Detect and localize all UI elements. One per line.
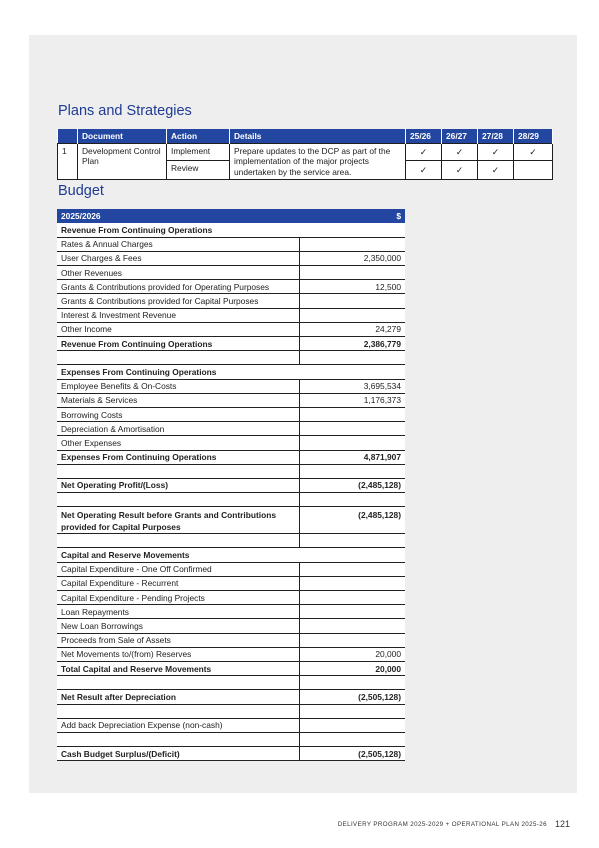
check-icon (514, 161, 553, 180)
budget-row (57, 676, 405, 690)
budget-row-value (299, 237, 405, 251)
budget-row-label: Grants & Contributions provided for Capital Purposes (57, 294, 299, 308)
budget-row-value (299, 591, 405, 605)
budget-row-label: Revenue From Continuing Operations (57, 337, 299, 351)
budget-row-value (299, 351, 405, 365)
budget-row-value (299, 732, 405, 746)
plans-header-year: 28/29 (514, 129, 553, 143)
budget-row-label: Net Operating Result before Grants and Contributions provided for Capital Purposes (57, 507, 299, 534)
check-icon: ✓ (406, 143, 442, 161)
budget-row (57, 308, 405, 322)
budget-row (57, 718, 405, 732)
plans-row-action: Review (167, 161, 230, 180)
budget-row (57, 294, 405, 308)
budget-row (57, 661, 405, 675)
budget-row-value: 12,500 (299, 280, 405, 294)
budget-row (57, 647, 405, 661)
budget-row-label: Capital Expenditure - Pending Projects (57, 591, 299, 605)
budget-row-label: Cash Budget Surplus/(Deficit) (57, 747, 299, 761)
budget-row (57, 534, 405, 548)
budget-row-value (299, 576, 405, 590)
plans-header-year: 25/26 (406, 129, 442, 143)
budget-row (57, 562, 405, 576)
budget-row-value (299, 676, 405, 690)
budget-row-value: 3,695,534 (299, 379, 405, 393)
budget-row-value (299, 266, 405, 280)
budget-row-value (299, 605, 405, 619)
budget-row-label (57, 464, 299, 478)
check-icon: ✓ (442, 161, 478, 180)
plans-header-action: Action (167, 129, 230, 143)
budget-row (57, 351, 405, 365)
budget-row-label (57, 351, 299, 365)
budget-row (57, 379, 405, 393)
budget-row-value: 1,176,373 (299, 393, 405, 407)
budget-row (57, 436, 405, 450)
budget-row-label: Depreciation & Amortisation (57, 422, 299, 436)
plans-title: Plans and Strategies (58, 103, 192, 119)
budget-row (57, 591, 405, 605)
budget-row-label (57, 732, 299, 746)
budget-row-label (57, 534, 299, 548)
budget-row-value: 2,350,000 (299, 251, 405, 265)
footer-text: DELIVERY PROGRAM 2025-2029 + OPERATIONAL PLAN 2025-26 (337, 820, 547, 828)
budget-header-row (57, 209, 405, 223)
budget-row-label: Capital and Reserve Movements (57, 548, 405, 562)
budget-row-label: Other Income (57, 322, 299, 336)
budget-row (57, 478, 405, 492)
budget-row (57, 266, 405, 280)
page-footer (338, 819, 570, 829)
budget-row (57, 337, 405, 351)
plans-row-number: 1 (58, 143, 78, 180)
budget-row-value: 20,000 (299, 661, 405, 675)
budget-table (57, 209, 405, 761)
budget-row-value: 4,871,907 (299, 450, 405, 464)
budget-row-value: 24,279 (299, 322, 405, 336)
budget-row-value: (2,485,128) (299, 507, 405, 534)
budget-row-label (57, 676, 299, 690)
budget-row-value (299, 308, 405, 322)
budget-row-value (299, 493, 405, 507)
budget-row-label: Revenue From Continuing Operations (57, 223, 405, 237)
budget-row-value: 2,386,779 (299, 337, 405, 351)
budget-row-value (299, 534, 405, 548)
plans-header-details: Details (230, 129, 406, 143)
budget-row-value (299, 619, 405, 633)
budget-row-value (299, 436, 405, 450)
plans-header-document: Document (78, 129, 167, 143)
budget-row-value (299, 633, 405, 647)
budget-row-value (299, 562, 405, 576)
budget-row-label: Total Capital and Reserve Movements (57, 661, 299, 675)
check-icon: ✓ (406, 161, 442, 180)
budget-row-value (299, 704, 405, 718)
budget-row (57, 548, 405, 562)
budget-row-label: Other Revenues (57, 266, 299, 280)
budget-row-value: (2,485,128) (299, 478, 405, 492)
budget-row (57, 690, 405, 704)
budget-row-label: Employee Benefits & On-Costs (57, 379, 299, 393)
budget-row-label: Add back Depreciation Expense (non-cash) (57, 718, 299, 732)
budget-row-label: Interest & Investment Revenue (57, 308, 299, 322)
budget-row (57, 223, 405, 237)
budget-row-label (57, 493, 299, 507)
budget-row-label: Capital Expenditure - Recurrent (57, 576, 299, 590)
check-icon: ✓ (478, 143, 514, 161)
budget-row-value (299, 464, 405, 478)
budget-row (57, 251, 405, 265)
budget-row-label: Loan Repayments (57, 605, 299, 619)
page-number: 121 (554, 819, 570, 829)
budget-row (57, 619, 405, 633)
check-icon: ✓ (478, 161, 514, 180)
budget-row-value (299, 718, 405, 732)
check-icon: ✓ (514, 143, 553, 161)
plans-header-year: 27/28 (478, 129, 514, 143)
budget-row-value (299, 422, 405, 436)
budget-row-value (299, 407, 405, 421)
budget-row (57, 493, 405, 507)
budget-row-label: Expenses From Continuing Operations (57, 365, 405, 379)
budget-header-year: 2025/2026 (57, 209, 299, 223)
budget-row-label: Net Result after Depreciation (57, 690, 299, 704)
budget-row-value: (2,505,128) (299, 690, 405, 704)
budget-row-label: New Loan Borrowings (57, 619, 299, 633)
budget-row (57, 422, 405, 436)
budget-row (57, 322, 405, 336)
budget-row-label: Capital Expenditure - One Off Confirmed (57, 562, 299, 576)
budget-row-value: (2,505,128) (299, 747, 405, 761)
budget-row-label: Rates & Annual Charges (57, 237, 299, 251)
budget-row (57, 393, 405, 407)
budget-row (57, 464, 405, 478)
budget-row (57, 407, 405, 421)
budget-row (57, 732, 405, 746)
budget-row-label: Borrowing Costs (57, 407, 299, 421)
budget-row (57, 365, 405, 379)
budget-row-value (299, 294, 405, 308)
budget-title: Budget (58, 183, 104, 199)
budget-row (57, 576, 405, 590)
plans-row-action: Implement (167, 143, 230, 161)
budget-row-label: Materials & Services (57, 393, 299, 407)
budget-row-label (57, 704, 299, 718)
budget-row (57, 280, 405, 294)
plans-header-row (58, 129, 553, 143)
budget-row (57, 747, 405, 761)
budget-row-label: Other Expenses (57, 436, 299, 450)
budget-row-label: Expenses From Continuing Operations (57, 450, 299, 464)
budget-row (57, 704, 405, 718)
check-icon: ✓ (442, 143, 478, 161)
budget-row-label: Net Operating Profit/(Loss) (57, 478, 299, 492)
budget-row (57, 507, 405, 534)
budget-row-label: Net Movements to/(from) Reserves (57, 647, 299, 661)
budget-row (57, 237, 405, 251)
budget-row (57, 450, 405, 464)
budget-row-label: Proceeds from Sale of Assets (57, 633, 299, 647)
plans-row-details: Prepare updates to the DCP as part of the implementation of the major projects undertaken by the service area. (230, 143, 406, 180)
budget-row (57, 633, 405, 647)
budget-row (57, 605, 405, 619)
budget-body (57, 223, 405, 761)
plans-table (57, 129, 553, 180)
plans-header-num (58, 129, 78, 143)
budget-row-value: 20,000 (299, 647, 405, 661)
plans-row-document: Development Control Plan (78, 143, 167, 180)
plans-row (58, 143, 553, 161)
plans-header-year: 26/27 (442, 129, 478, 143)
budget-row-label: User Charges & Fees (57, 251, 299, 265)
budget-header-unit: $ (299, 209, 405, 223)
budget-row-label: Grants & Contributions provided for Operating Purposes (57, 280, 299, 294)
